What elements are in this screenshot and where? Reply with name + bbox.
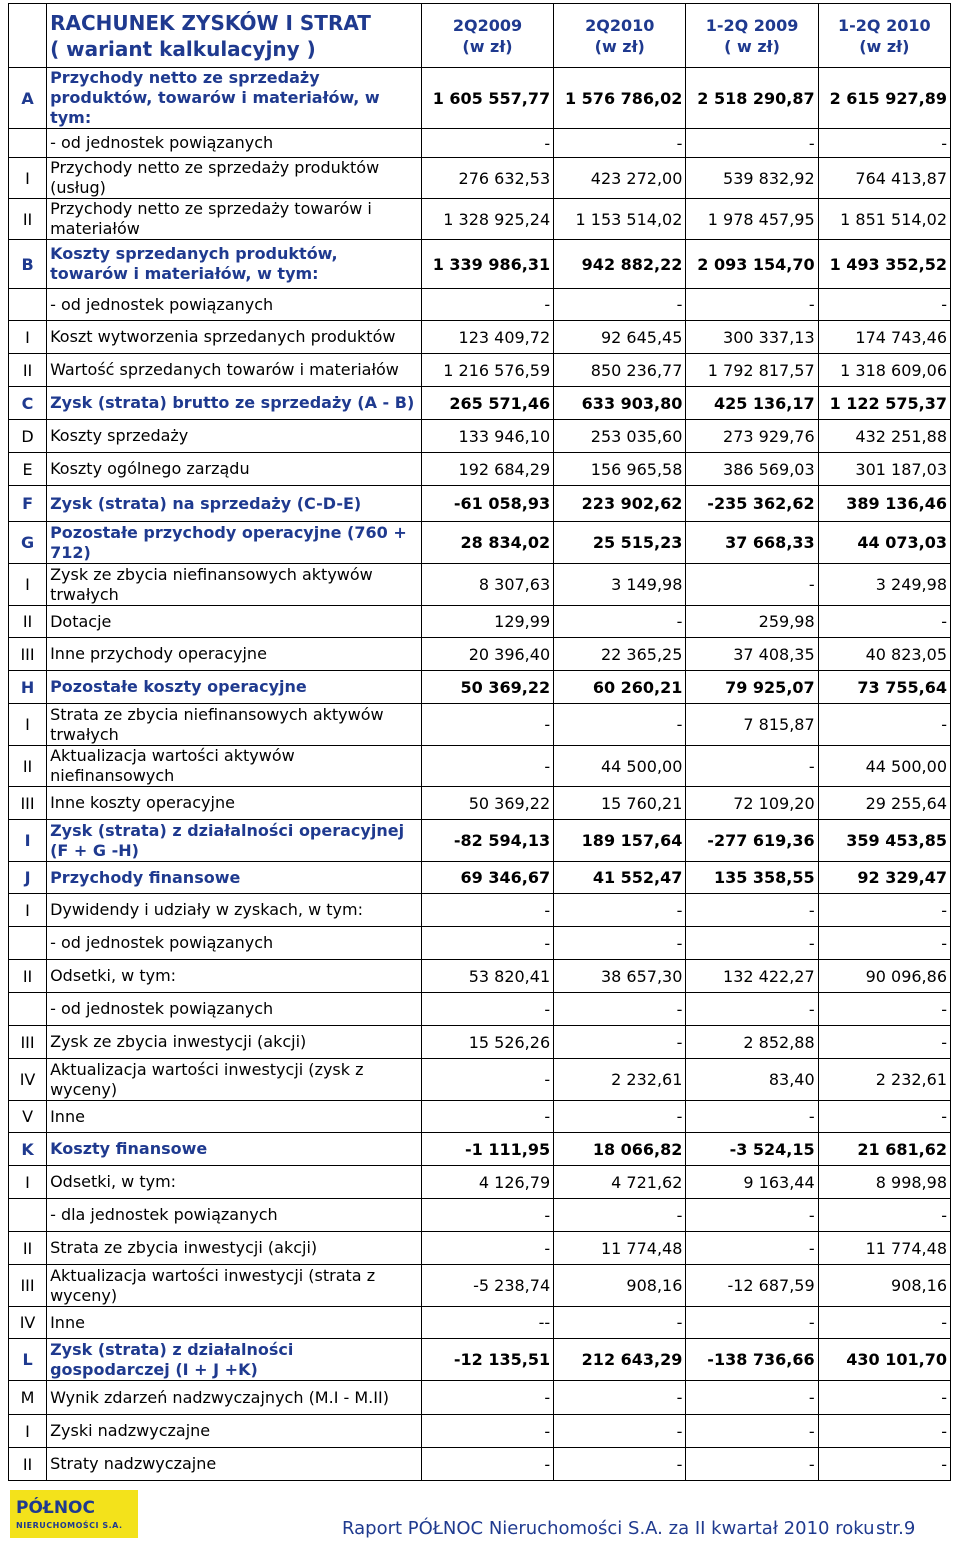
row-value: 15 760,21 [554,787,686,820]
row-value: - [421,1199,553,1232]
row-label: Koszty sprzedaży [47,420,422,453]
column-header-1-2q2009 [686,4,818,68]
row-value: 908,16 [554,1265,686,1307]
row-value: -277 619,36 [686,820,818,862]
row-value: 265 571,46 [421,387,553,420]
row-value: 28 834,02 [421,522,553,564]
row-value: 301 187,03 [818,453,950,486]
row-value: 9 163,44 [686,1166,818,1199]
row-label: Wynik zdarzeń nadzwyczajnych (M.I - M.II) [47,1381,422,1415]
row-index: III [9,638,47,671]
row-value: 132 422,27 [686,960,818,993]
row-label: Pozostałe przychody operacyjne (760 + 712) [47,522,422,564]
row-value: 37 668,33 [686,522,818,564]
row-value: 69 346,67 [421,862,553,894]
income-statement-table [8,3,951,1481]
table-row [9,1307,951,1339]
row-value: - [421,927,553,960]
row-value: 764 413,87 [818,158,950,199]
row-value: 942 882,22 [554,240,686,289]
row-value: 253 035,60 [554,420,686,453]
row-index: M [9,1381,47,1415]
row-value: - [421,1381,553,1415]
report-caption: Raport PÓŁNOC Nieruchomości S.A. za II kwartał 2010 roku [342,1518,875,1539]
row-value: 135 358,55 [686,862,818,894]
row-value: - [818,1199,950,1232]
row-value: 11 774,48 [554,1232,686,1265]
row-label: Inne [47,1307,422,1339]
row-value: 1 493 352,52 [818,240,950,289]
statement-title [47,4,422,68]
row-value: 11 774,48 [818,1232,950,1265]
row-value: - [554,129,686,158]
row-index: II [9,354,47,387]
row-value: 18 066,82 [554,1133,686,1166]
row-index: IV [9,1307,47,1339]
row-index: II [9,746,47,787]
table-row [9,638,951,671]
row-label: Koszty sprzedanych produktów, towarów i materiałów, w tym: [47,240,422,289]
row-label: Zysk (strata) brutto ze sprzedaży (A - B) [47,387,422,420]
row-index: I [9,894,47,927]
table-row [9,993,951,1026]
row-value: 2 615 927,89 [818,68,950,129]
table-row [9,927,951,960]
table-row [9,1026,951,1059]
row-value: 386 569,03 [686,453,818,486]
row-index: II [9,606,47,638]
row-value: 1 153 514,02 [554,199,686,240]
row-value: 2 232,61 [818,1059,950,1101]
row-value: - [686,1101,818,1133]
row-label: - od jednostek powiązanych [47,129,422,158]
row-value: - [686,1307,818,1339]
row-value: 425 136,17 [686,387,818,420]
row-value: - [554,704,686,746]
row-value: 83,40 [686,1059,818,1101]
row-value: - [421,1059,553,1101]
row-label: - od jednostek powiązanych [47,927,422,960]
row-value: 37 408,35 [686,638,818,671]
row-value: 212 643,29 [554,1339,686,1381]
row-value: - [686,1381,818,1415]
row-value: - [421,894,553,927]
row-value: 73 755,64 [818,671,950,704]
table-row [9,289,951,321]
row-value: 44 500,00 [818,746,950,787]
row-index: IV [9,1059,47,1101]
table-row [9,387,951,420]
row-index: III [9,1265,47,1307]
row-value: 1 576 786,02 [554,68,686,129]
column-period: 2Q2009 [452,15,523,35]
row-value: - [686,564,818,606]
row-index: K [9,1133,47,1166]
row-value: 633 903,80 [554,387,686,420]
table-row [9,68,951,129]
row-index: L [9,1339,47,1381]
table-row [9,1101,951,1133]
row-index: I [9,1415,47,1448]
table-row [9,564,951,606]
row-label: Aktualizacja wartości inwestycji (zysk z wyceny) [47,1059,422,1101]
row-label: Przychody netto ze sprzedaży towarów i materiałów [47,199,422,240]
row-value: - [421,1232,553,1265]
row-value: - [554,1307,686,1339]
row-value: - [554,606,686,638]
row-value: 129,99 [421,606,553,638]
row-index: I [9,820,47,862]
column-period: 1-2Q 2009 [705,15,799,35]
row-value: - [421,993,553,1026]
row-value: 1 122 575,37 [818,387,950,420]
row-index: III [9,787,47,820]
row-index: II [9,1232,47,1265]
row-value: - [818,1026,950,1059]
row-index [9,927,47,960]
row-value: 156 965,58 [554,453,686,486]
row-value: 430 101,70 [818,1339,950,1381]
row-value: - [686,1415,818,1448]
row-value: 276 632,53 [421,158,553,199]
row-value: 8 998,98 [818,1166,950,1199]
table-row [9,129,951,158]
row-index: I [9,704,47,746]
row-value: 1 318 609,06 [818,354,950,387]
row-value: - [686,129,818,158]
row-value: - [818,1381,950,1415]
row-value: - [686,1232,818,1265]
row-label: Aktualizacja wartości aktywów niefinansowych [47,746,422,787]
row-value: - [554,1448,686,1481]
row-value: 29 255,64 [818,787,950,820]
row-value: 1 216 576,59 [421,354,553,387]
row-value: -1 111,95 [421,1133,553,1166]
row-label: Przychody finansowe [47,862,422,894]
row-value: 850 236,77 [554,354,686,387]
table-row [9,1415,951,1448]
row-label: - od jednostek powiązanych [47,289,422,321]
row-value: 40 823,05 [818,638,950,671]
row-label: Koszty finansowe [47,1133,422,1166]
row-value: - [421,1448,553,1481]
row-value: 192 684,29 [421,453,553,486]
row-index: I [9,564,47,606]
row-index: I [9,1166,47,1199]
column-header-2q2010 [554,4,686,68]
table-row [9,894,951,927]
table-row [9,1381,951,1415]
row-value: 359 453,85 [818,820,950,862]
row-value: - [818,894,950,927]
row-value: -3 524,15 [686,1133,818,1166]
table-row [9,199,951,240]
row-value: 259,98 [686,606,818,638]
table-row [9,1199,951,1232]
row-label: Inne [47,1101,422,1133]
row-label: Zysk ze zbycia niefinansowych aktywów trwałych [47,564,422,606]
row-value: 189 157,64 [554,820,686,862]
row-index [9,129,47,158]
row-value: 50 369,22 [421,787,553,820]
row-value: 432 251,88 [818,420,950,453]
row-label: Aktualizacja wartości inwestycji (strata z wyceny) [47,1265,422,1307]
row-label: Koszty ogólnego zarządu [47,453,422,486]
row-value: - [554,894,686,927]
row-value: - [421,704,553,746]
table-row [9,1265,951,1307]
row-label: Inne koszty operacyjne [47,787,422,820]
row-value: - [686,1199,818,1232]
row-value: 1 792 817,57 [686,354,818,387]
row-value: 1 605 557,77 [421,68,553,129]
row-label: Strata ze zbycia niefinansowych aktywów trwałych [47,704,422,746]
row-value: 53 820,41 [421,960,553,993]
table-row [9,746,951,787]
row-index: B [9,240,47,289]
page-footer [0,1486,960,1546]
row-index: H [9,671,47,704]
table-row [9,1059,951,1101]
table-row [9,960,951,993]
row-value: 4 721,62 [554,1166,686,1199]
row-value: 79 925,07 [686,671,818,704]
row-value: - [421,1101,553,1133]
row-value: - [818,1101,950,1133]
row-label: Zysk (strata) na sprzedaży (C-D-E) [47,486,422,522]
row-value: - [818,289,950,321]
table-row [9,1448,951,1481]
row-value: 2 852,88 [686,1026,818,1059]
column-unit: (w zł) [594,36,645,56]
row-value: -138 736,66 [686,1339,818,1381]
row-value: 1 978 457,95 [686,199,818,240]
row-value: - [818,1415,950,1448]
row-index: F [9,486,47,522]
row-index: I [9,321,47,354]
table-row [9,787,951,820]
row-value: 20 396,40 [421,638,553,671]
row-value: 15 526,26 [421,1026,553,1059]
column-unit: (w zł) [462,36,513,56]
row-value: 38 657,30 [554,960,686,993]
row-label: Strata ze zbycia inwestycji (akcji) [47,1232,422,1265]
row-value: 92 329,47 [818,862,950,894]
table-row [9,704,951,746]
row-label: Dotacje [47,606,422,638]
row-value: - [686,746,818,787]
row-value: - [686,993,818,1026]
row-label: Koszt wytworzenia sprzedanych produktów [47,321,422,354]
row-value: -12 687,59 [686,1265,818,1307]
row-label: Straty nadzwyczajne [47,1448,422,1481]
column-period: 2Q2010 [585,15,655,35]
row-value: 1 851 514,02 [818,199,950,240]
table-row [9,606,951,638]
row-value: - [421,746,553,787]
table-row [9,1339,951,1381]
row-index: A [9,68,47,129]
row-index: II [9,1448,47,1481]
company-logo [10,1490,138,1538]
header-corner-cell [9,4,47,68]
column-period: 1-2Q 2010 [838,15,931,35]
row-value: - [686,289,818,321]
table-row [9,820,951,862]
row-index: G [9,522,47,564]
table-row [9,522,951,564]
table-row [9,486,951,522]
row-value: 72 109,20 [686,787,818,820]
row-label: Zyski nadzwyczajne [47,1415,422,1448]
row-value: - [421,289,553,321]
row-value: -235 362,62 [686,486,818,522]
row-value: -- [421,1307,553,1339]
row-value: 2 232,61 [554,1059,686,1101]
row-value: 44 500,00 [554,746,686,787]
logo-wordmark: PÓŁNOC [16,1498,95,1518]
row-value: 22 365,25 [554,638,686,671]
row-value: - [818,606,950,638]
statement-title-line2: ( wariant kalkulacyjny ) [50,36,316,61]
row-value: 539 832,92 [686,158,818,199]
row-value: -82 594,13 [421,820,553,862]
table-row [9,1133,951,1166]
row-value: 4 126,79 [421,1166,553,1199]
row-label: Zysk ze zbycia inwestycji (akcji) [47,1026,422,1059]
row-label: Odsetki, w tym: [47,960,422,993]
row-value: - [686,894,818,927]
row-value: - [686,1448,818,1481]
row-value: 2 518 290,87 [686,68,818,129]
table-row [9,1166,951,1199]
header-row [9,4,951,68]
row-value: 44 073,03 [818,522,950,564]
row-value: - [818,927,950,960]
row-value: 1 339 986,31 [421,240,553,289]
row-value: - [818,1448,950,1481]
row-value: 174 743,46 [818,321,950,354]
table-row [9,240,951,289]
row-label: Wartość sprzedanych towarów i materiałów [47,354,422,387]
logo-subtitle: NIERUCHOMOŚCI S.A. [16,1521,123,1530]
row-value: - [818,1307,950,1339]
row-value: - [554,289,686,321]
row-index: C [9,387,47,420]
row-label: Zysk (strata) z działalności operacyjnej (F + G -H) [47,820,422,862]
row-value: 123 409,72 [421,321,553,354]
column-unit: ( w zł) [724,36,780,56]
page-number: str.9 [876,1518,916,1539]
row-label: Inne przychody operacyjne [47,638,422,671]
row-label: Pozostałe koszty operacyjne [47,671,422,704]
row-value: 300 337,13 [686,321,818,354]
row-value: 50 369,22 [421,671,553,704]
row-value: - [818,704,950,746]
row-label: Przychody netto ze sprzedaży produktów, towarów i materiałów, w tym: [47,68,422,129]
row-value: 92 645,45 [554,321,686,354]
table-row [9,321,951,354]
table-row [9,671,951,704]
row-value: 1 328 925,24 [421,199,553,240]
row-value: - [554,993,686,1026]
statement-body [9,68,951,1481]
row-index: I [9,158,47,199]
column-header-2q2009 [421,4,553,68]
row-value: - [554,1415,686,1448]
row-label: - od jednostek powiązanych [47,993,422,1026]
row-label: Dywidendy i udziały w zyskach, w tym: [47,894,422,927]
row-value: 273 929,76 [686,420,818,453]
row-value: 41 552,47 [554,862,686,894]
row-value: 423 272,00 [554,158,686,199]
row-index [9,1199,47,1232]
column-unit: (w zł) [859,36,910,56]
row-index: III [9,1026,47,1059]
row-value: -61 058,93 [421,486,553,522]
row-index [9,289,47,321]
row-index: II [9,199,47,240]
row-value: - [421,1415,553,1448]
row-value: - [554,1381,686,1415]
row-value: 223 902,62 [554,486,686,522]
row-value: - [554,1199,686,1232]
row-label: - dla jednostek powiązanych [47,1199,422,1232]
row-index: D [9,420,47,453]
row-label: Odsetki, w tym: [47,1166,422,1199]
row-value: - [554,927,686,960]
row-value: 8 307,63 [421,564,553,606]
row-value: 21 681,62 [818,1133,950,1166]
row-value: 3 249,98 [818,564,950,606]
row-value: - [554,1026,686,1059]
row-value: -5 238,74 [421,1265,553,1307]
table-row [9,354,951,387]
row-label: Przychody netto ze sprzedaży produktów (usług) [47,158,422,199]
row-value: 908,16 [818,1265,950,1307]
row-value: 389 136,46 [818,486,950,522]
row-index: J [9,862,47,894]
column-header-1-2q2010 [818,4,950,68]
statement-title-line1: RACHUNEK ZYSKÓW I STRAT [50,10,371,35]
table-row [9,453,951,486]
row-value: - [686,927,818,960]
row-value: 7 815,87 [686,704,818,746]
row-label: Zysk (strata) z działalności gospodarczej (I + J +K) [47,1339,422,1381]
table-row [9,158,951,199]
row-index: II [9,960,47,993]
row-value: - [421,129,553,158]
row-value: 3 149,98 [554,564,686,606]
row-index: V [9,1101,47,1133]
row-value: - [818,129,950,158]
table-row [9,420,951,453]
row-value: - [818,993,950,1026]
table-row [9,1232,951,1265]
row-value: 25 515,23 [554,522,686,564]
row-value: -12 135,51 [421,1339,553,1381]
row-value: 133 946,10 [421,420,553,453]
row-value: - [554,1101,686,1133]
row-value: 2 093 154,70 [686,240,818,289]
row-value: 90 096,86 [818,960,950,993]
row-value: 60 260,21 [554,671,686,704]
table-row [9,862,951,894]
row-index: E [9,453,47,486]
row-index [9,993,47,1026]
